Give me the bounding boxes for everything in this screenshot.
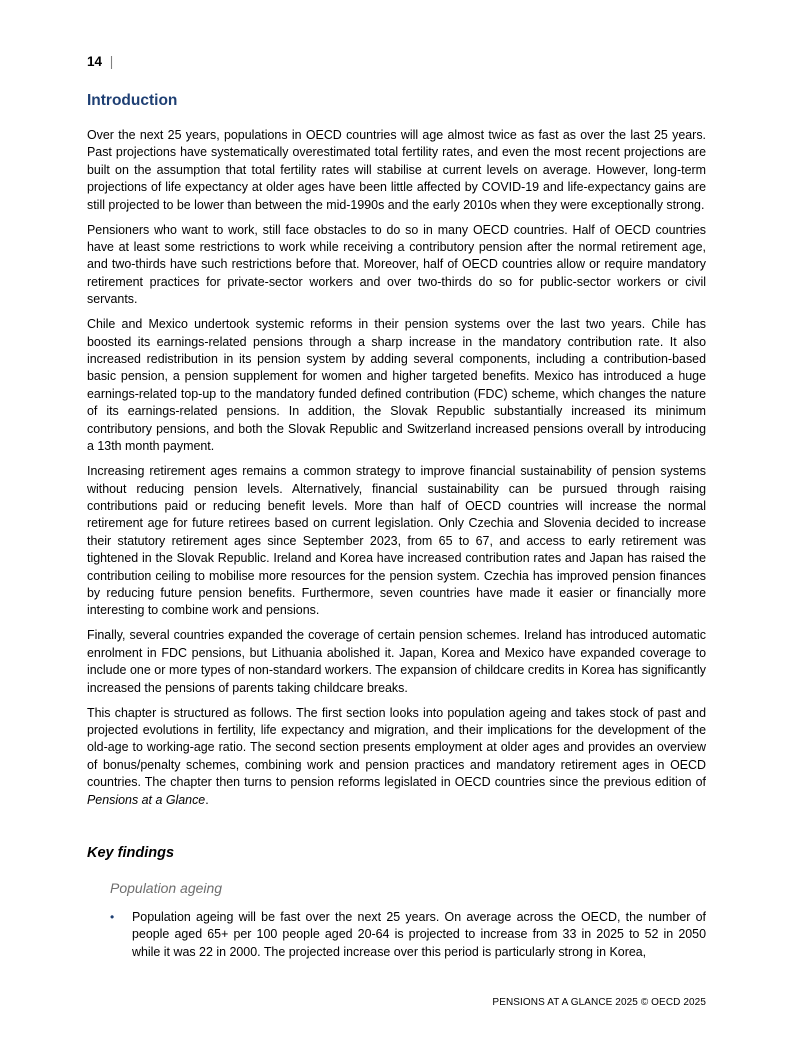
- chapter-structure-paragraph: [87, 705, 706, 809]
- key-findings-heading: Key findings: [87, 845, 175, 861]
- paragraph: Chile and Mexico undertook systemic reforms in their pension systems over the last two years. Chile has boosted its earnings-related pensions through a sharp increase in the mandatory contribution rate. It also increased redistribution in its pension system by adding several components, including a contribution-based basic pension, a pension supplement for women and higher targeted benefits. Mexico has introduced a huge earnings-related top-up to the mandatory funded defined contribution (FDC) scheme, which changes the nature of its earnings-related pensions. In addition, the Slovak Republic substantially increased its minimum contributory pensions, and both the Slovak Republic and Switzerland increased pensions overall by introducing a 13th month payment.: [87, 317, 706, 454]
- paragraph-text: This chapter is structured as follows. The first section looks into population ageing and takes stock of past and projected evolutions in fertility, life expectancy and migration, and their implications for the development of the old-age to working-age ratio. The second section presents employment at older ages and provides an overview of bonus/penalty schemes, combining work and pension practices and mandatory retirement ages in OECD countries. The chapter then turns to pension reforms legislated in OECD countries since the previous edition of: [87, 705, 706, 790]
- page-header: [87, 53, 113, 71]
- publication-title: Pensions at a Glance: [87, 792, 206, 807]
- list-item: [110, 909, 706, 961]
- list-item-text: Population ageing will be fast over the next 25 years. On average across the OECD, the number of people aged 65+ per 100 people aged 20-64 is projected to increase from 33 in 2025 to 52 in 2050 while it was 22 in 2000. The projected increase over this period is particularly strong in Korea,: [132, 910, 706, 959]
- paragraph: Increasing retirement ages remains a common strategy to improve financial sustainability of pension systems without reducing pension levels. Alternatively, financial sustainability can be pursued through raising contributions paid or reducing benefit levels. More than half of OECD countries will increase the normal retirement age for future retirees based on current legislation. Only Czechia and Slovenia decided to increase their statutory retirement ages since September 2023, from 65 to 67, and access to early retirement was tightened in the Slovak Republic. Ireland and Korea have increased contribution rates and Japan has raised the contribution ceiling to mobilise more resources for the pension system. Czechia has improved pension finances by reducing future pension benefits. Furthermore, seven countries have made it easier or financially more interesting to combine work and pensions.: [87, 464, 706, 618]
- introduction-heading: Introduction: [87, 92, 178, 109]
- header-separator: |: [109, 54, 114, 69]
- page-number: 14: [87, 54, 103, 69]
- page-footer: PENSIONS AT A GLANCE 2025 © OECD 2025: [492, 997, 706, 1008]
- paragraph: Finally, several countries expanded the coverage of certain pension schemes. Ireland has introduced automatic enrolment in FDC pensions, but Lithuania abolished it. Japan, Korea and Mexico have expanded coverage to include one or more types of non-standard workers. The expansion of childcare credits in Korea has significantly increased the pensions of parents taking childcare breaks.: [87, 628, 706, 695]
- paragraph: Over the next 25 years, populations in OECD countries will age almost twice as fast as over the last 25 years. Past projections have systematically overestimated total fertility rates, and even the most recent projections are built on the assumption that total fertility rates will stabilise at current levels on average. However, long-term projections of life expectancy at older ages have been little affected by COVID-19 and life-expectancy gains are still projected to be lower than between the mid-1990s and the early 2010s when they were exceptionally strong.: [87, 128, 706, 212]
- population-ageing-heading: Population ageing: [110, 880, 223, 896]
- paragraph-end: .: [205, 792, 209, 807]
- introduction-body: [87, 127, 706, 809]
- key-findings-bullet-list: [110, 909, 706, 961]
- paragraph: Pensioners who want to work, still face obstacles to do so in many OECD countries. Half of OECD countries have at least some restrictions to work while receiving a contributory pension after the normal retirement age, and two-thirds have such restrictions before that. Moreover, half of OECD countries allow or require mandatory retirement practices for private-sector workers and over two-thirds do so for public-sector workers or civil servants.: [87, 222, 706, 307]
- bullet-dot-icon: •: [110, 910, 115, 924]
